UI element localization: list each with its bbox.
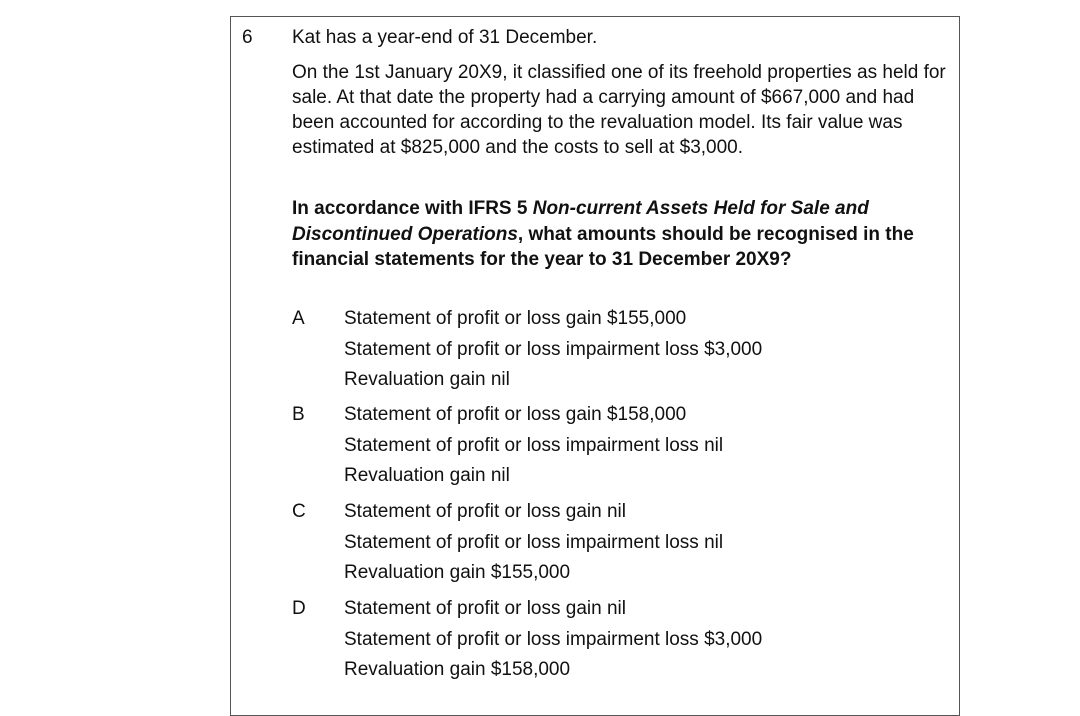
- question-prompt: [292, 196, 932, 273]
- option-line: Revaluation gain nil: [344, 465, 510, 486]
- option-letter: B: [292, 404, 305, 425]
- standard-title: Non-current Assets Held for Sale and Discontinued Operations: [292, 198, 869, 245]
- option-lines: [344, 594, 762, 686]
- question-intro: Kat has a year-end of 31 December.: [292, 27, 598, 48]
- option-line: Statement of profit or loss gain nil: [344, 598, 626, 619]
- option-letter: D: [292, 598, 306, 619]
- option-letter: A: [292, 308, 305, 329]
- option-line: Statement of profit or loss gain $155,000: [344, 308, 687, 329]
- prompt-text-start: In accordance with IFRS 5: [292, 198, 533, 219]
- option-lines: [344, 400, 723, 492]
- option-line: Statement of profit or loss gain nil: [344, 501, 626, 522]
- prompt-text-end: , what amounts should be recognised in the financial statements for the year to 31 December 20X9?: [292, 223, 914, 270]
- option-line: Statement of profit or loss impairment loss $3,000: [344, 338, 763, 360]
- option-line: Revaluation gain nil: [344, 369, 510, 390]
- question-number: 6: [242, 27, 253, 48]
- option-lines: [344, 304, 762, 396]
- option-line: Statement of profit or loss impairment loss nil: [344, 434, 724, 456]
- option-line: Revaluation gain $155,000: [344, 562, 571, 583]
- option-line: Revaluation gain $158,000: [344, 659, 571, 680]
- option-lines: [344, 497, 723, 589]
- option-line: Statement of profit or loss gain $158,000: [344, 404, 687, 425]
- option-line: Statement of profit or loss impairment loss nil: [344, 531, 724, 553]
- question-scenario: On the 1st January 20X9, it classified one of its freehold properties as held for sale. At that date the property had a carrying amount of $667,000 and had been accounted for according to the revaluation model. Its fair value was estimated at $825,000 and the costs to sell at $3,000.: [292, 62, 946, 158]
- option-letter: C: [292, 501, 306, 522]
- option-line: Statement of profit or loss impairment loss $3,000: [344, 628, 763, 650]
